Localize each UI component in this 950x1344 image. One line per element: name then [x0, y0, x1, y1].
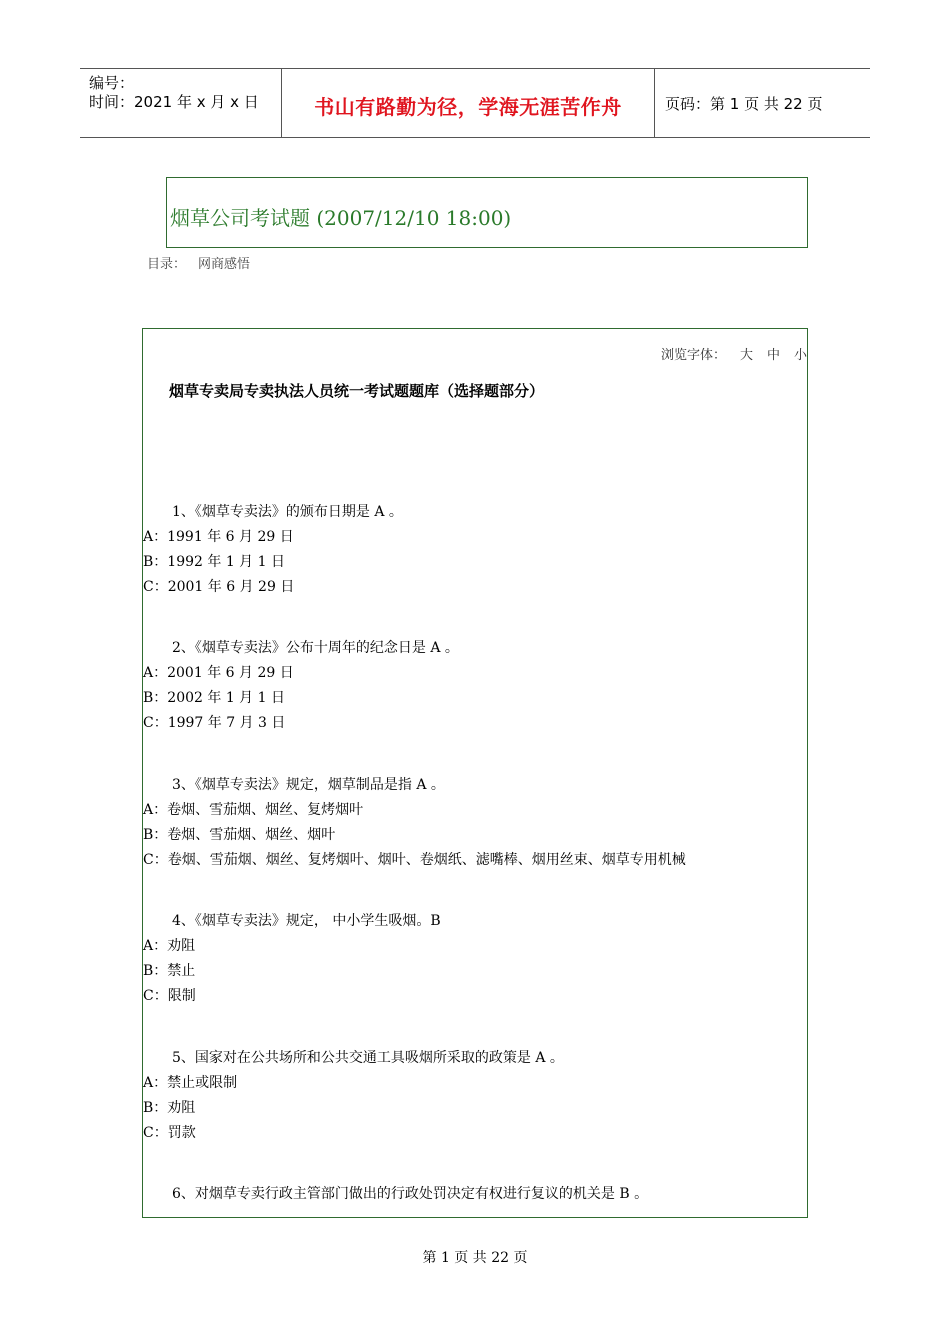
- question-2: [143, 636, 459, 736]
- question-text: 6、对烟草专卖行政主管部门做出的行政处罚决定有权进行复议的机关是 B 。: [172, 1186, 649, 1202]
- question-5: [143, 1046, 564, 1146]
- question-6: [143, 1182, 648, 1207]
- question-1: [143, 500, 403, 600]
- option-a: A：劝阻: [143, 938, 196, 954]
- option-c: C：2001 年 6 月 29 日: [143, 579, 295, 595]
- question-text: 1、《烟草专卖法》的颁布日期是 A 。: [172, 504, 403, 520]
- title-box: [166, 177, 808, 248]
- question-text: 2、《烟草专卖法》公布十周年的纪念日是 A 。: [172, 640, 459, 656]
- option-a: A：2001 年 6 月 29 日: [143, 665, 294, 681]
- option-b: B：禁止: [143, 963, 196, 979]
- option-b: B：卷烟、雪茄烟、烟丝、烟叶: [143, 827, 336, 843]
- font-size-small[interactable]: 小: [793, 348, 807, 363]
- header-meta: [80, 69, 282, 137]
- font-size-medium[interactable]: 中: [766, 348, 780, 363]
- option-a: A：禁止或限制: [143, 1075, 238, 1091]
- toc-label: 目录：: [147, 257, 187, 272]
- option-b: B：劝阻: [143, 1100, 196, 1116]
- font-size-selector: [661, 344, 807, 363]
- motto: 书山有路勤为径，学海无涯苦作舟: [314, 95, 622, 119]
- option-a: A：卷烟、雪茄烟、烟丝、复烤烟叶: [143, 802, 364, 818]
- option-a: A：1991 年 6 月 29 日: [143, 529, 294, 545]
- header-motto-cell: [282, 69, 655, 137]
- question-text: 3、《烟草专卖法》规定，烟草制品是指 A 。: [172, 777, 445, 793]
- option-c: C：限制: [143, 988, 196, 1004]
- toc-link[interactable]: 网商感悟: [198, 257, 251, 272]
- page-info: 页码：第 1 页 共 22 页: [665, 95, 823, 113]
- time-label: 时间：2021 年 x 月 x 日: [89, 93, 259, 111]
- document-heading: 烟草专卖局专卖执法人员统一考试题题库（选择题部分）: [169, 382, 545, 400]
- option-c: C：卷烟、雪茄烟、烟丝、复烤烟叶、烟叶、卷烟纸、滤嘴棒、烟用丝束、烟草专用机械: [143, 852, 686, 868]
- toc-line: [147, 253, 250, 272]
- page-title: 烟草公司考试题 (2007/12/10 18:00): [170, 206, 512, 230]
- option-c: C：1997 年 7 月 3 日: [143, 715, 286, 731]
- option-c: C：罚款: [143, 1125, 196, 1141]
- number-label: 编号：: [89, 74, 135, 92]
- font-size-label: 浏览字体：: [660, 348, 726, 363]
- article-box: [142, 328, 808, 1218]
- font-size-large[interactable]: 大: [739, 348, 753, 363]
- question-4: [143, 909, 441, 1009]
- option-b: B：2002 年 1 月 1 日: [143, 690, 285, 706]
- page-footer: 第 1 页 共 22 页: [422, 1250, 528, 1266]
- header-page-cell: [655, 69, 870, 137]
- question-text: 4、《烟草专卖法》规定， 中小学生吸烟。B: [172, 913, 441, 929]
- option-b: B：1992 年 1 月 1 日: [143, 554, 285, 570]
- question-3: [143, 773, 686, 873]
- page-header: [80, 68, 870, 138]
- question-text: 5、国家对在公共场所和公共交通工具吸烟所采取的政策是 A 。: [172, 1050, 564, 1066]
